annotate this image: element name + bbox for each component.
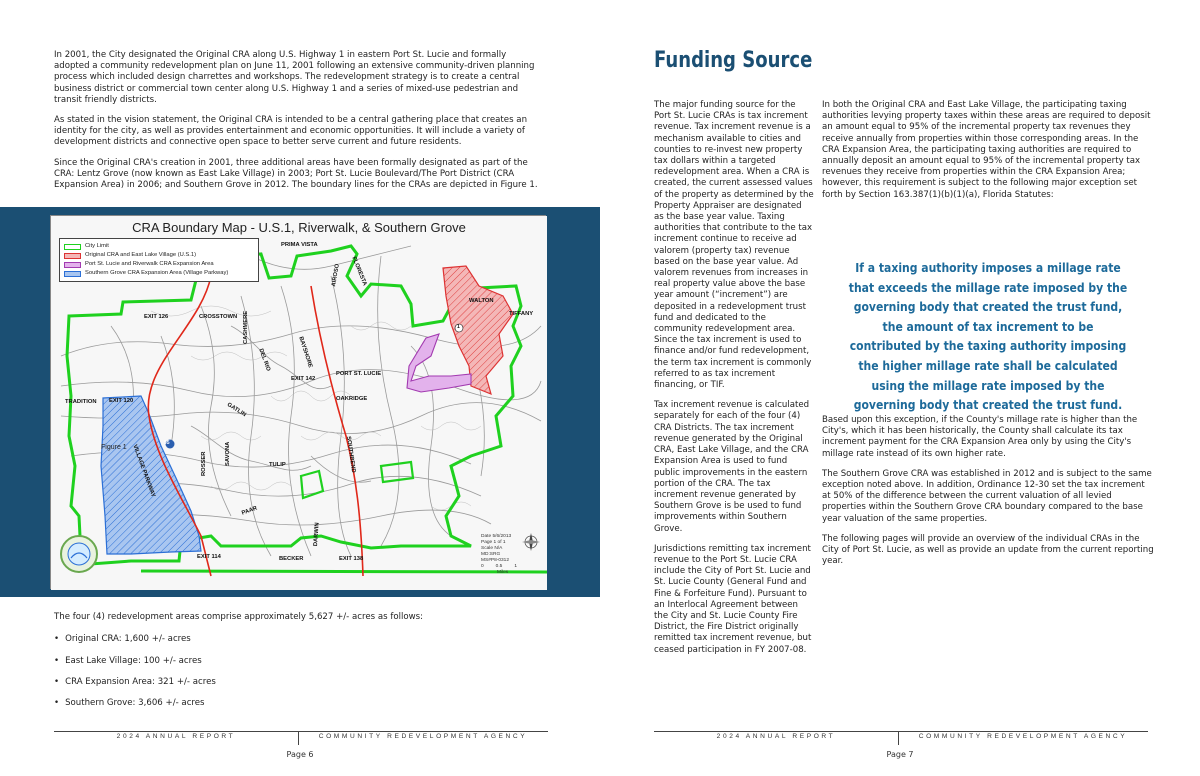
funding-right-column-bottom — [822, 415, 1154, 576]
intro-paragraph: As stated in the vision statement, the Original CRA is intended to be a central gathering place that creates an identity for the city, as well as provides entertainment and economic opportunities. It will include a variety of development districts and connective open space to better serve current and future residents. — [54, 115, 528, 148]
street-label: EXIT 114 — [197, 554, 221, 560]
legend-row — [64, 242, 254, 251]
street-label: EXIT 142 — [291, 376, 316, 382]
footer-agency-label: COMMUNITY REDEVELOPMENT AGENCY — [918, 733, 1128, 740]
street-label: WALTON — [469, 298, 494, 304]
north-arrow-icon — [521, 532, 541, 552]
legend-swatch — [64, 244, 81, 250]
legend-label: Port St. Lucie and Riverwalk CRA Expansion Area — [85, 261, 214, 267]
funding-left-column — [654, 100, 814, 665]
legend-row — [64, 269, 254, 278]
interstate-shield-label: 95 — [164, 440, 170, 446]
street-label: CASHMERE — [243, 310, 249, 344]
footer-rule — [654, 731, 1148, 732]
street-label: VILLAGE PARKWAY — [131, 444, 156, 499]
funding-paragraph: The following pages will provide an overview of the individual CRAs in the City of Port St. Lucie, as well as provide an update from the current reporting year. — [822, 533, 1154, 567]
street-label: PORT ST. LUCIE — [336, 371, 382, 377]
list-item: • Original CRA: 1,600 +/- acres — [54, 634, 554, 645]
legend-label: Original CRA and East Lake Village (U.S.1) — [85, 252, 197, 258]
street-label: EXIT 138 — [339, 556, 364, 562]
acreage-section — [54, 612, 554, 720]
scale-date: 5/6/2013 — [492, 534, 512, 539]
intro-paragraph: Since the Original CRA's creation in 2001, three additional areas have been formally designated as part of the CRA: Lentz Grove (now known as East Lake Village) in 2003; Port St. Lucie Boulevard/The Port District (CRA Expansion Area) in 2006; and Southern Grove in 2012. The boundary lines for the CRAs are depicted in Figure 1. — [54, 157, 538, 191]
scale-page: 1 of 1 — [493, 540, 506, 545]
footer-report-label: 2024 ANNUAL REPORT — [716, 733, 836, 740]
street-label: DARWIN — [313, 522, 321, 547]
intro-paragraph: In 2001, the City designated the Original CRA along U.S. Highway 1 in eastern Port St. Lucie and formally adopted a community redevelopment plan on June 11, 2001 following an extensive community-driven planning process which included design charrettes and workshops. The redevelopment strategy is to create a central business district or commercial town center along U.S. Highway 1 and a series of mixed-use pedestrian and transit friendly districts. — [54, 50, 535, 105]
right-page — [600, 0, 1200, 776]
us-route-label: 1 — [457, 324, 460, 330]
street-label: PAAR — [241, 505, 259, 517]
map-band — [0, 207, 600, 597]
street-label: OAKRIDGE — [336, 396, 368, 402]
scale-map-no: MS#P8-0312 — [481, 558, 509, 563]
scale-scale-label: Scale — [481, 546, 493, 551]
footer-report-label: 2024 ANNUAL REPORT — [116, 733, 236, 740]
street-label: SOUTHBEND — [345, 436, 357, 474]
intro-text — [54, 50, 542, 200]
street-label: DEL RIO — [257, 348, 272, 373]
list-item: • CRA Expansion Area: 321 +/- acres — [54, 677, 554, 688]
street-label: TRADITION — [65, 399, 97, 405]
scale-tick: 0 — [481, 564, 484, 569]
scale-scale: N/A — [494, 546, 503, 551]
street-label: FLORESTA — [350, 256, 368, 287]
map-legend — [59, 238, 259, 282]
footer-agency-label: COMMUNITY REDEVELOPMENT AGENCY — [318, 733, 528, 740]
street-label: EXIT 120 — [109, 398, 134, 404]
footer-rule — [54, 731, 548, 732]
scale-tick: 1 — [514, 564, 518, 569]
acres-intro: The four (4) redevelopment areas comprise approximately 5,627 +/- acres as follows: — [54, 612, 424, 622]
pull-quote: If a taxing authority imposes a millage rate that exceeds the millage rate imposed by the governing body that created the trust fund, the amount of tax increment to be contributed by the taxing authority imposing the higher millage rate shall be calculated using the millage rate imposed by the governing body that created the trust fund. — [848, 260, 1128, 413]
figure-label: Figure 1 — [101, 444, 127, 451]
scale-units: Miles — [497, 570, 509, 575]
street-label: BECKER — [279, 556, 304, 562]
street-label: CROSSTOWN — [199, 314, 238, 320]
acres-list — [54, 634, 554, 709]
legend-swatch — [64, 262, 81, 268]
list-item: • East Lake Village: 100 +/- acres — [54, 656, 554, 667]
scale-tick: 0.5 — [495, 564, 503, 569]
list-item: • Southern Grove: 3,606 +/- acres — [54, 698, 554, 709]
scale-page-label: Page — [481, 540, 493, 545]
funding-right-column-top — [822, 100, 1154, 210]
funding-paragraph: Based upon this exception, if the County's millage rate is higher than the City's, which it has been historically, the County shall calculate its tax increment payment for the CRA Expansion Area only by using the City's millage rate instead of its own higher rate. — [822, 415, 1138, 459]
page-title: Funding Source — [654, 48, 813, 73]
scale-date-label: Date — [481, 534, 492, 539]
street-label: TIFFANY — [509, 311, 534, 317]
funding-paragraph: The Southern Grove CRA was established in 2012 and is subject to the same exception noted above. In addition, Ordinance 12-30 set the tax increment at 50% of the difference between the current valuation of all levied properties within the Southern Grove CRA boundary compared to the base year valuation of the same properties. — [822, 468, 1152, 524]
scale-checked: MD:SRG — [481, 552, 501, 557]
street-label: PRIMA VISTA — [281, 242, 318, 248]
street-label: TULIP — [269, 462, 286, 468]
legend-swatch — [64, 271, 81, 277]
legend-label: Southern Grove CRA Expansion Area (Village Parkway) — [85, 270, 229, 276]
street-label: EXIT 126 — [144, 314, 169, 320]
legend-row — [64, 251, 254, 260]
funding-paragraph: The major funding source for the Port St. Lucie CRAs is tax increment revenue. Tax increment revenue is a mechanism available to cities and counties to re-invest new property tax dollars within a targeted redevelopment area. When a CRA is created, the current assessed values of the property as determined by the Property Appraiser are designated as the base year value. Taxing authorities that contribute to the tax increment continue to receive ad valorem (property tax) revenue based on the base year value. Ad valorem revenues from increases in real property value above the base year amount (“increment”) are deposited in a redevelopment trust fund and dedicated to the community redevelopment area. Since the tax increment is used to finance and/or fund redevelopment, the term tax increment is commonly referred to as tax increment financing, or TIF. — [654, 100, 814, 391]
legend-swatch — [64, 253, 81, 259]
street-label: BAYSHORE — [297, 336, 313, 369]
cra-boundary-map — [50, 215, 546, 589]
street-label: SAVONA — [225, 441, 231, 466]
street-label: GATLIN — [225, 402, 247, 419]
legend-label: City Limit — [85, 243, 109, 249]
legend-row — [64, 260, 254, 269]
page-number: Page 6 — [286, 750, 314, 759]
funding-paragraph: Tax increment revenue is calculated separately for each of the four (4) CRA Districts. The tax increment revenue generated by the Original CRA, East Lake Village, and the CRA Expansion Area is used to fund public improvements in the eastern portion of the CRA. The tax increment revenue generated by Southern Grove is be used to fund improvements within Southern Grove. — [654, 400, 810, 534]
map-title: CRA Boundary Map - U.S.1, Riverwalk, & Southern Grove — [132, 220, 466, 235]
funding-paragraph: In both the Original CRA and East Lake Village, the participating taxing authorities levying property taxes within these areas are required to deposit an amount equal to 95% of the incremental property tax revenues they receive annually from properties within those corresponding areas. In the CRA Expansion Area, the participating taxing authorities are required to annually deposit an amount equal to 95% of the incremental property tax revenues they receive from properties within the CRA Expansion Area; however, this requirement is subject to the following major exception set forth by Section 163.387(1)(b)(1)(a), Florida Statutes: — [822, 100, 1151, 200]
page-number: Page 7 — [886, 750, 914, 759]
city-seal-icon — [59, 534, 99, 574]
street-label: ROSSER — [201, 451, 207, 476]
street-label: AIROSO — [331, 263, 341, 288]
funding-paragraph: Jurisdictions remitting tax increment revenue to the Port St. Lucie CRA include the City of Port St. Lucie and St. Lucie County (General Fund and Fine & Forfeiture Fund). Pursuant to an Interlocal Agreement between the City and St. Lucie County Fire District, the Fire District originally remitted tax increment revenue, but ceased participation in FY 2007-08. — [654, 543, 812, 655]
